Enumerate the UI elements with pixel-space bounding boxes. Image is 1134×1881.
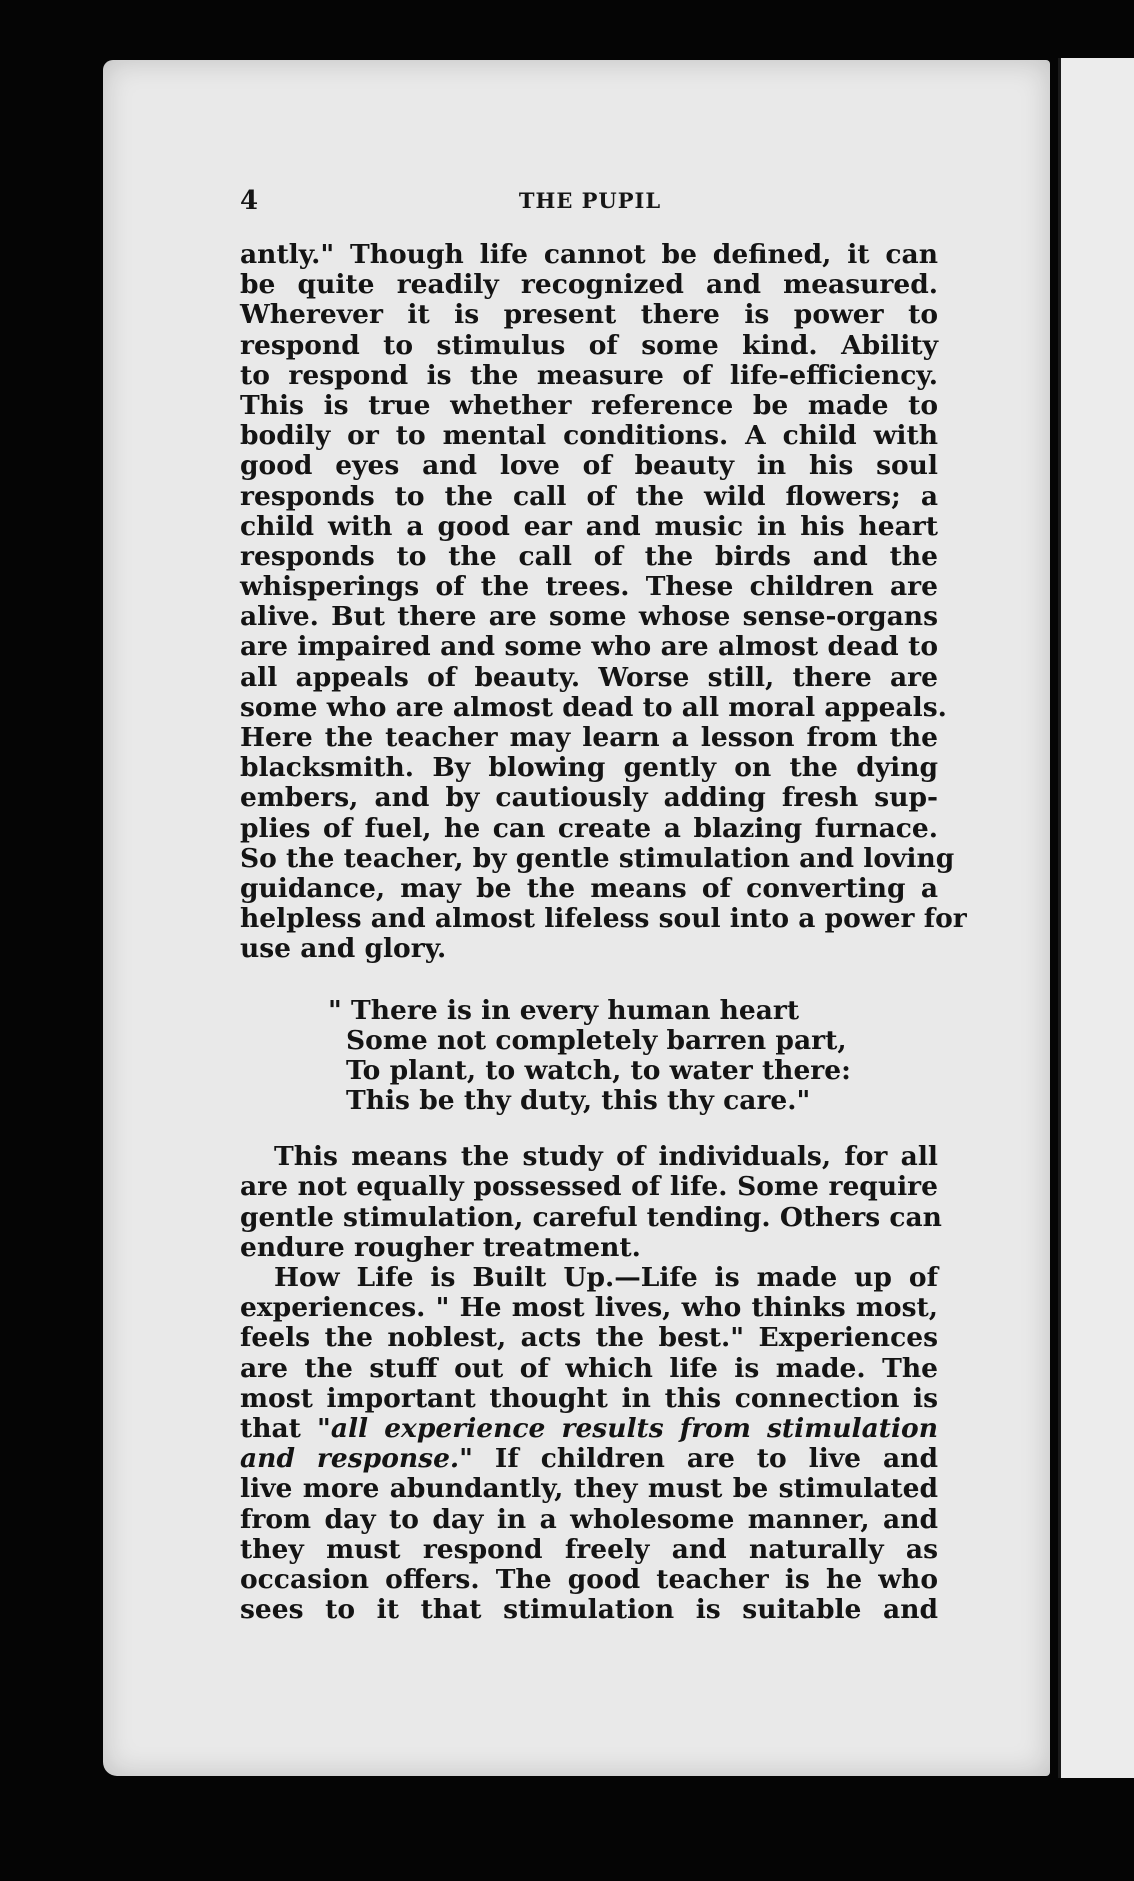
text-line: This is true whether reference be made to — [240, 389, 938, 421]
poem-line: To plant, to watch, to water there: — [346, 1054, 851, 1086]
text-line: Wherever it is present there is power to — [240, 299, 938, 331]
text-line: feels the noblest, acts the best." Experiences — [240, 1322, 938, 1354]
text-line: occasion offers. The good teacher is he who — [240, 1563, 938, 1595]
running-head — [240, 186, 940, 216]
text-line: alive. But there are some whose sense-organs — [240, 601, 938, 633]
text-line: are impaired and some who are almost dead to — [240, 631, 938, 663]
text-line: guidance, may be the means of converting a — [240, 872, 938, 904]
text-line: use and glory. — [240, 933, 447, 965]
text-line: plies of fuel, he can create a blazing furnace. — [240, 812, 938, 844]
text-line: all appeals of beauty. Worse still, there are — [240, 661, 938, 693]
poem-line: " There is in every human heart — [328, 994, 800, 1026]
text-line: blacksmith. By blowing gently on the dying — [240, 752, 938, 784]
text-line: from day to day in a wholesome manner, and — [240, 1503, 938, 1535]
text-line: some who are almost dead to all moral appeals. — [240, 691, 947, 723]
text-line: child with a good ear and music in his heart — [240, 510, 938, 542]
text-line: are the stuff out of which life is made. The — [240, 1352, 938, 1384]
paragraph-study-of-individuals — [240, 1141, 942, 1263]
text-line: So the teacher, by gentle stimulation and loving — [240, 842, 955, 874]
text-line: gentle stimulation, careful tending. Others can — [240, 1201, 942, 1233]
text-line — [240, 1444, 938, 1474]
text-line: sees to it that stimulation is suitable and — [240, 1594, 938, 1626]
poem-line: Some not completely barren part, — [346, 1024, 847, 1056]
text-line: most important thought in this connection is — [240, 1382, 938, 1414]
paragraph-how-life-is-built-up — [240, 1263, 938, 1625]
text-line: endure rougher treatment. — [240, 1231, 641, 1263]
text-line — [240, 1414, 938, 1444]
text-line: responds to the call of the wild flowers; a — [240, 480, 938, 512]
text-line: embers, and by cautiously adding fresh sup- — [240, 782, 938, 814]
text-line: they must respond freely and naturally as — [240, 1533, 938, 1565]
text-line: good eyes and love of beauty in his soul — [240, 450, 938, 482]
page-body — [240, 239, 967, 1626]
page-number: 4 — [240, 186, 259, 216]
text-line: helpless and almost lifeless soul into a power for — [240, 903, 967, 935]
text-line: bodily or to mental conditions. A child with — [240, 420, 938, 452]
text-line: whisperings of the trees. These children are — [240, 571, 938, 603]
italic-emphasis: and response. — [240, 1443, 460, 1475]
text-line: This means the study of individuals, for all — [274, 1141, 938, 1173]
poem-quotation — [240, 996, 938, 1117]
text-line: Here the teacher may learn a lesson from the — [240, 722, 938, 753]
italic-emphasis: all experience results from stimulation — [330, 1412, 938, 1444]
paragraph-life-response — [240, 239, 967, 965]
text-line: experiences. " He most lives, who thinks most, — [240, 1292, 938, 1324]
text-fragment: that " — [240, 1412, 331, 1444]
poem-line: This be thy duty, this thy care." — [346, 1085, 811, 1117]
running-title: THE PUPIL — [518, 188, 662, 213]
text-line: respond to stimulus of some kind. Ability — [240, 329, 938, 361]
text-line: are not equally possessed of life. Some require — [240, 1171, 938, 1203]
text-fragment: " If children are to live and — [459, 1443, 938, 1475]
text-line: How Life is Built Up.—Life is made up of — [274, 1262, 938, 1293]
text-line: to respond is the measure of life-efficiency. — [240, 359, 938, 391]
text-line: be quite readily recognized and measured. — [240, 269, 938, 301]
facing-page-edge — [1058, 58, 1134, 1778]
text-line: live more abundantly, they must be stimulated — [240, 1473, 938, 1505]
text-line: responds to the call of the birds and the — [240, 540, 938, 572]
text-line: antly." Though life cannot be defined, it can — [240, 239, 938, 270]
